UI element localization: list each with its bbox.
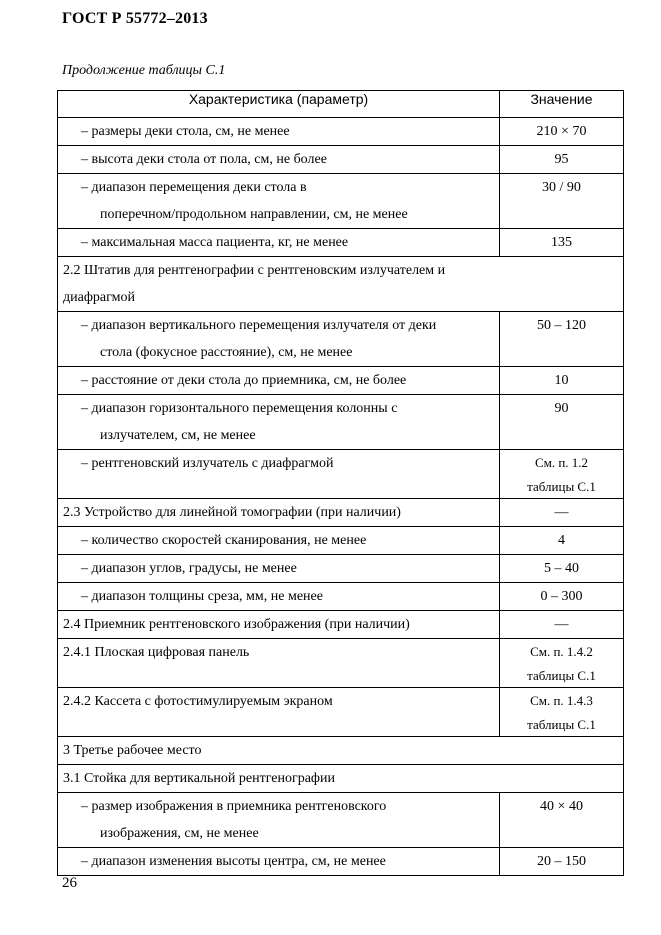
value-cell: [500, 395, 624, 450]
value-text: таблицы С.1: [527, 717, 596, 732]
parameter-cell: [58, 312, 500, 367]
parameter-text: – диапазон перемещения деки стола в: [81, 180, 307, 195]
parameter-cell: [58, 174, 500, 229]
parameter-text: изображения, см, не менее: [100, 826, 259, 841]
parameter-text: 2.4 Приемник рентгеновского изображения (при наличии): [63, 617, 410, 632]
table-row: [58, 848, 624, 876]
value-cell: [500, 367, 624, 395]
table-row: [58, 611, 624, 639]
column-header-value: Значение: [500, 91, 624, 118]
parameter-text: – высота деки стола от пола, см, не более: [81, 152, 327, 167]
value-cell: [500, 312, 624, 367]
parameter-text: – рентгеновский излучатель с диафрагмой: [81, 456, 334, 471]
parameter-cell: [58, 737, 624, 765]
table-row: [58, 527, 624, 555]
parameter-text: диафрагмой: [63, 290, 136, 305]
value-cell: [500, 450, 624, 499]
value-text: —: [554, 617, 569, 632]
parameter-text: – диапазон углов, градусы, не менее: [81, 561, 297, 576]
value-cell: [500, 146, 624, 174]
parameter-cell: [58, 793, 500, 848]
parameter-text: излучателем, см, не менее: [100, 428, 256, 443]
column-header-parameter: Характеристика (параметр): [58, 91, 500, 118]
document-header: ГОСТ Р 55772–2013: [62, 10, 208, 27]
table-row: [58, 583, 624, 611]
value-text: 135: [551, 235, 572, 250]
parameter-cell: [58, 367, 500, 395]
value-text: 5 – 40: [544, 561, 579, 576]
table-row: [58, 174, 624, 229]
value-cell: [500, 583, 624, 611]
value-cell: [500, 229, 624, 257]
parameter-cell: [58, 499, 500, 527]
value-text: См. п. 1.4.2: [530, 644, 593, 659]
table-caption: Продолжение таблицы С.1: [62, 63, 226, 78]
parameter-text: 2.4.2 Кассета с фотостимулируемым экраном: [63, 694, 333, 709]
parameter-text: 2.3 Устройство для линейной томографии (при наличии): [63, 505, 401, 520]
table-row: [58, 450, 624, 499]
parameter-cell: [58, 257, 624, 312]
parameter-text: стола (фокусное расстояние), см, не менее: [100, 345, 353, 360]
table-row: [58, 793, 624, 848]
value-text: —: [554, 505, 569, 520]
parameter-text: – диапазон вертикального перемещения излучателя от деки: [81, 318, 437, 333]
value-text: 50 – 120: [537, 318, 586, 333]
parameter-cell: [58, 583, 500, 611]
value-text: 4: [558, 533, 565, 548]
parameter-text: – количество скоростей сканирования, не менее: [81, 533, 367, 548]
parameter-text: – максимальная масса пациента, кг, не менее: [81, 235, 349, 250]
parameter-cell: [58, 848, 500, 876]
table-row: [58, 765, 624, 793]
parameter-cell: [58, 555, 500, 583]
table-row: [58, 499, 624, 527]
value-text: таблицы С.1: [527, 479, 596, 494]
table-row: [58, 639, 624, 688]
parameter-cell: [58, 395, 500, 450]
parameter-text: – расстояние от деки стола до приемника, см, не более: [81, 373, 407, 388]
value-text: 90: [554, 401, 569, 416]
table-row: [58, 146, 624, 174]
parameter-text: поперечном/продольном направлении, см, не менее: [100, 207, 408, 222]
table-header-row: [58, 91, 624, 118]
parameter-text: – диапазон изменения высоты центра, см, не менее: [81, 854, 386, 869]
table-row: [58, 118, 624, 146]
table-row: [58, 555, 624, 583]
parameter-cell: [58, 688, 500, 737]
parameter-text: 2.2 Штатив для рентгенографии с рентгеновским излучателем и: [63, 263, 446, 278]
parameter-text: – диапазон толщины среза, мм, не менее: [81, 589, 323, 604]
parameter-cell: [58, 611, 500, 639]
value-text: См. п. 1.2: [534, 455, 589, 470]
parameter-cell: [58, 639, 500, 688]
table-row: [58, 229, 624, 257]
parameter-cell: [58, 229, 500, 257]
value-cell: [500, 118, 624, 146]
parameter-cell: [58, 765, 624, 793]
value-text: 210 × 70: [536, 124, 587, 139]
table-row: [58, 737, 624, 765]
parameter-text: – диапазон горизонтального перемещения колонны с: [81, 401, 398, 416]
value-cell: [500, 174, 624, 229]
table-row: [58, 367, 624, 395]
value-text: 10: [554, 373, 569, 388]
value-cell: [500, 848, 624, 876]
value-cell: [500, 793, 624, 848]
parameter-cell: [58, 527, 500, 555]
value-cell: [500, 555, 624, 583]
value-cell: [500, 527, 624, 555]
parameter-text: – размер изображения в приемника рентгеновского: [81, 799, 387, 814]
parameter-text: – размеры деки стола, см, не менее: [81, 124, 290, 139]
parameter-cell: [58, 146, 500, 174]
page-number: 26: [62, 875, 77, 891]
parameter-text: 2.4.1 Плоская цифровая панель: [63, 645, 250, 660]
parameter-text: 3 Третье рабочее место: [63, 743, 202, 758]
value-text: 30 / 90: [542, 180, 581, 195]
spec-table: [57, 90, 624, 876]
value-text: таблицы С.1: [527, 668, 596, 683]
value-cell: [500, 688, 624, 737]
parameter-text: 3.1 Стойка для вертикальной рентгенографии: [63, 771, 335, 786]
table-row: [58, 257, 624, 312]
value-text: 40 × 40: [540, 799, 583, 814]
value-text: 95: [554, 152, 569, 167]
value-text: См. п. 1.4.3: [530, 693, 593, 708]
parameter-cell: [58, 118, 500, 146]
parameter-cell: [58, 450, 500, 499]
table-row: [58, 395, 624, 450]
value-text: 20 – 150: [537, 854, 586, 869]
value-cell: [500, 499, 624, 527]
value-cell: [500, 611, 624, 639]
table-row: [58, 688, 624, 737]
table-row: [58, 312, 624, 367]
value-text: 0 – 300: [540, 589, 583, 604]
table-body: [58, 118, 624, 876]
value-cell: [500, 639, 624, 688]
